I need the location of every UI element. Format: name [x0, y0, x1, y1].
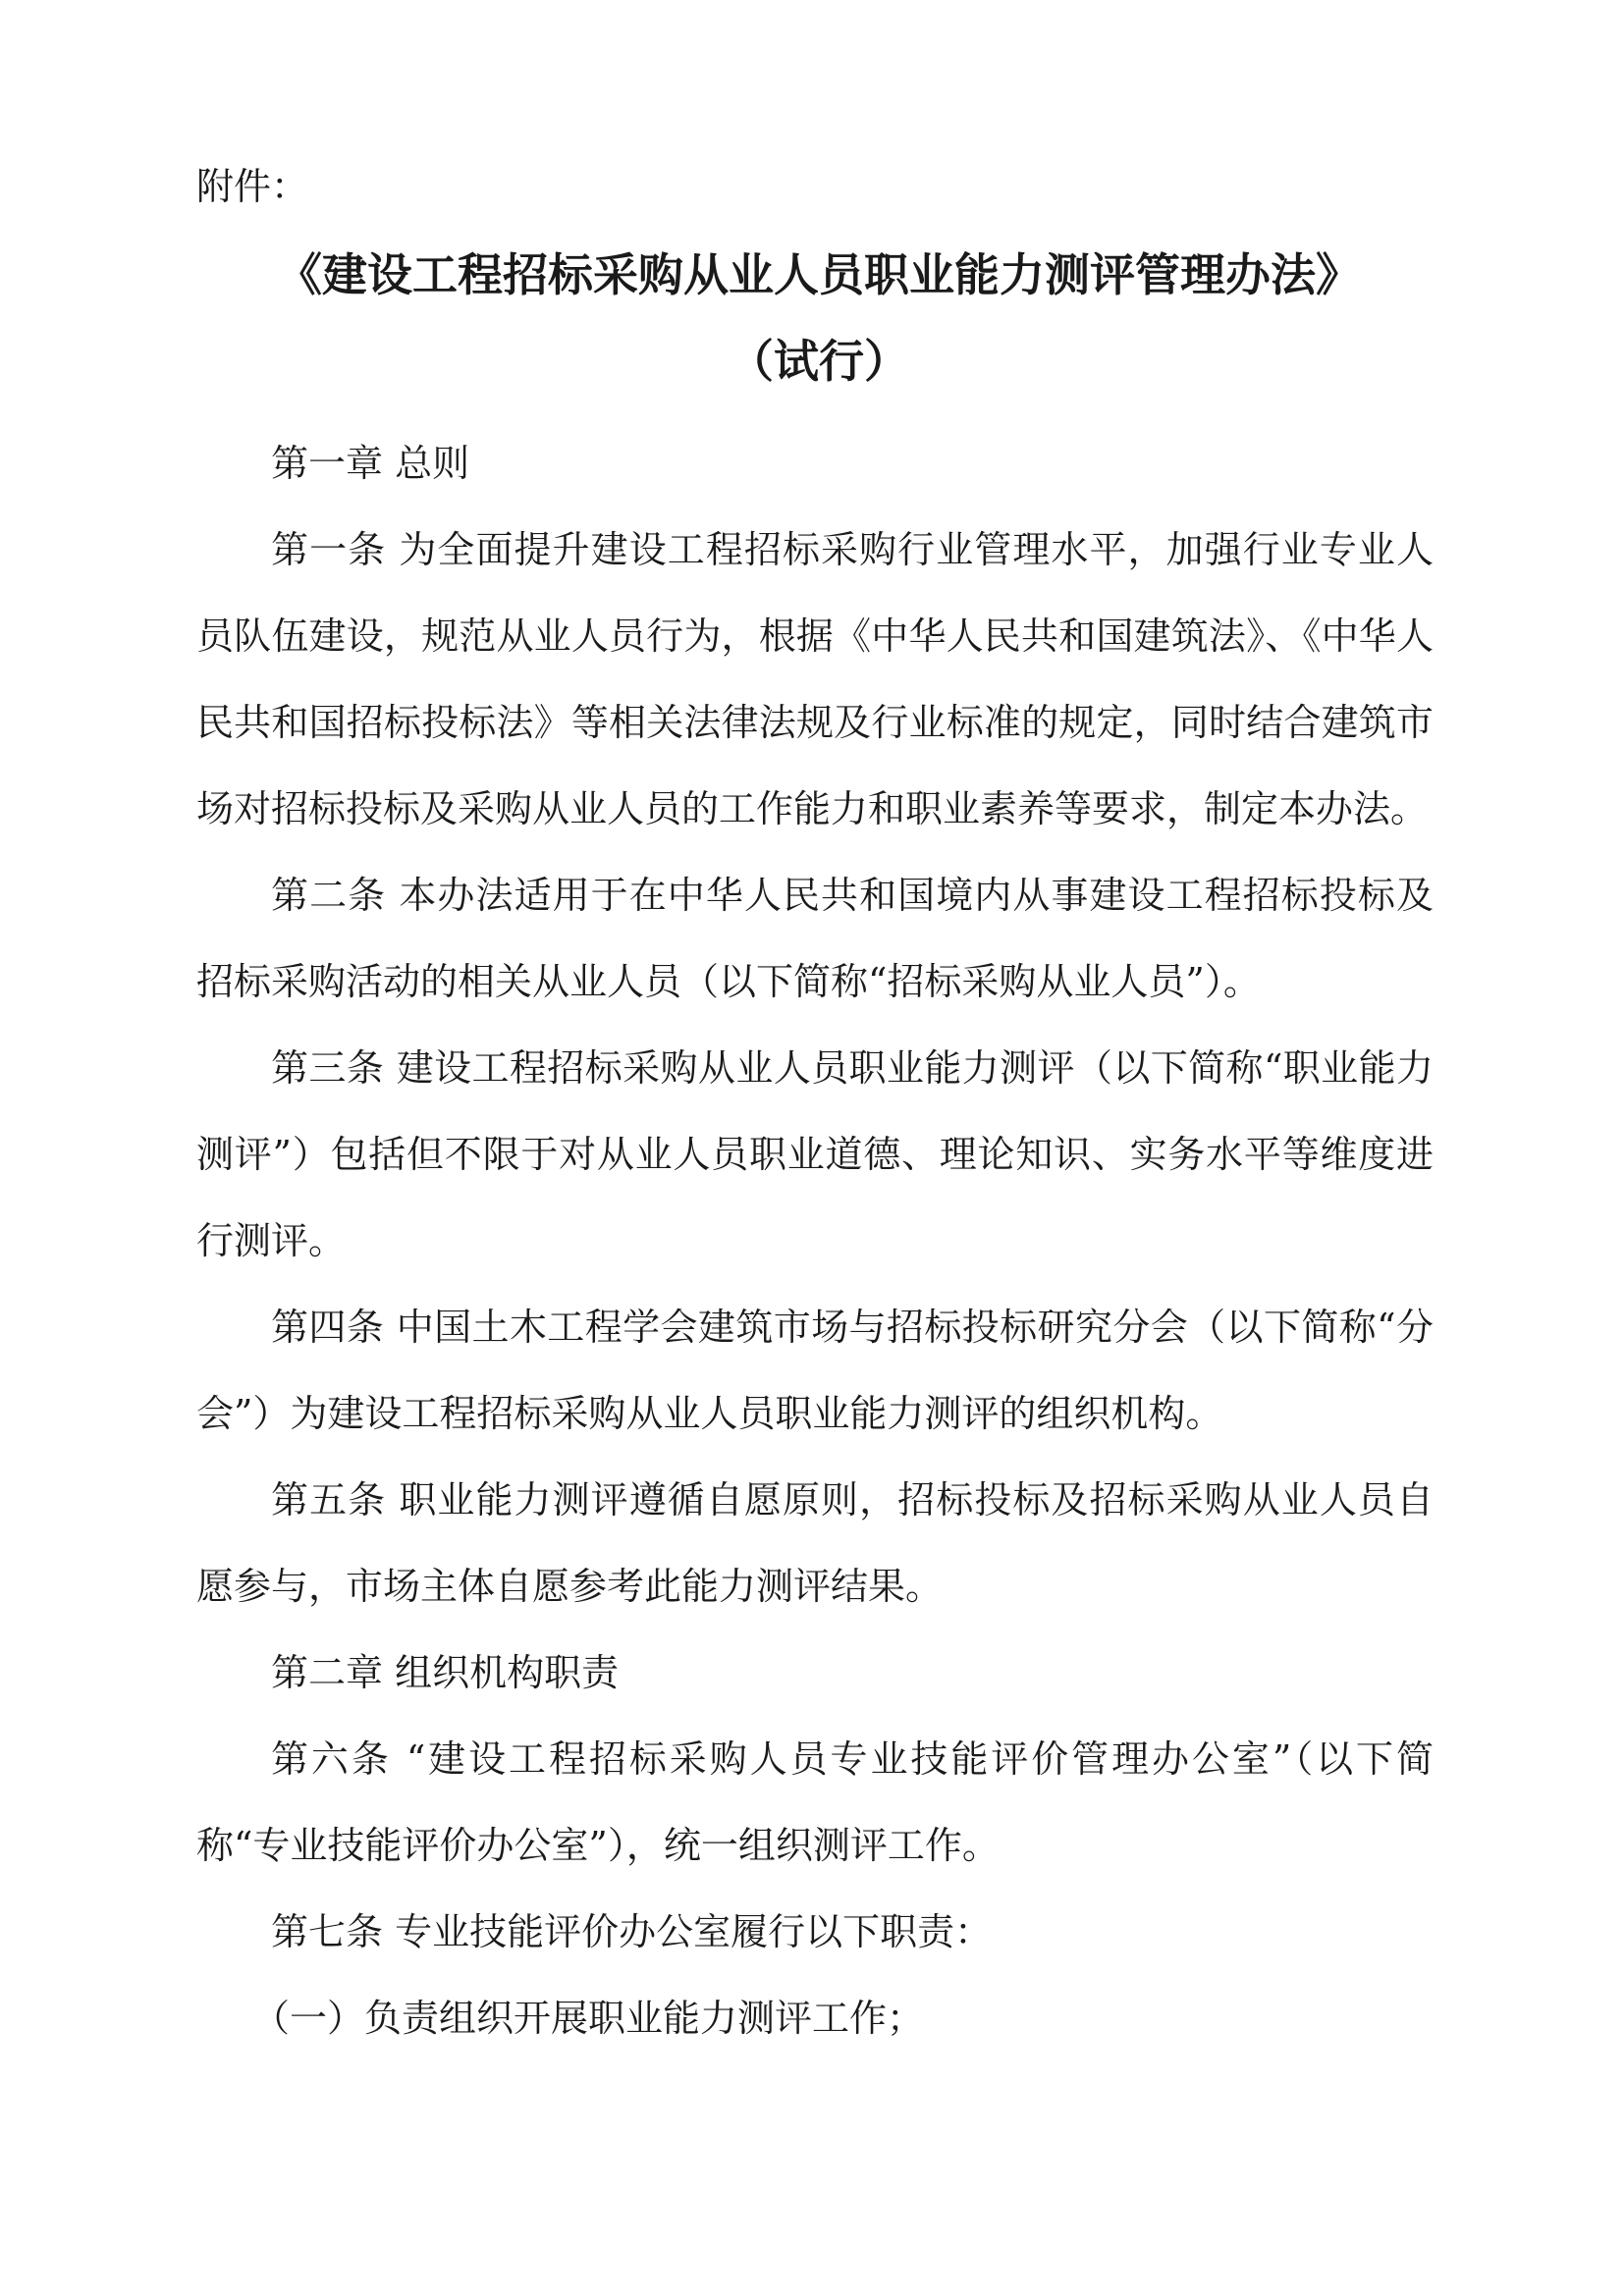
- article-6: 第六条 “建设工程招标采购人员专业技能评价管理办公室”（以下简称“专业技能评价办公室”），统一组织测评工作。: [196, 1737, 1434, 1867]
- article-2: 第二条 本办法适用于在中华人民共和国境内从事建设工程招标投标及招标采购活动的相关从业人员（以下简称“招标采购从业人员”）。: [196, 874, 1434, 1003]
- article-7: 第七条 专业技能评价办公室履行以下职责：: [271, 1910, 993, 1953]
- article-4: 第四条 中国土木工程学会建筑市场与招标投标研究分会（以下简称“分会”）为建设工程招标采购从业人员职业能力测评的组织机构。: [196, 1306, 1434, 1435]
- list-item-1: （一）负责组织开展职业能力测评工作；: [252, 1997, 925, 2040]
- document-title: 《建设工程招标采购从业人员职业能力测评管理办法》: [277, 248, 1361, 301]
- article-1: 第一条 为全面提升建设工程招标采购行业管理水平，加强行业专业人员队伍建设，规范从业人员行为，根据《中华人民共和国建筑法》、《中华人民共和国招标投标法》等相关法律法规及行业标准的规定，同时结合建筑市场对招标投标及采购从业人员的工作能力和职业素养等要求，制定本办法。: [196, 528, 1434, 830]
- chapter-heading-2: 第二章 组织机构职责: [271, 1651, 620, 1694]
- article-3: 第三条 建设工程招标采购从业人员职业能力测评（以下简称“职业能力测评”）包括但不限于对从业人员职业道德、理论知识、实务水平等维度进行测评。: [196, 1046, 1434, 1262]
- document-subtitle: （试行）: [729, 335, 909, 388]
- document-body: [196, 420, 1434, 2061]
- annex-label: 附件：: [196, 165, 309, 208]
- article-5: 第五条 职业能力测评遵循自愿原则，招标投标及招标采购从业人员自愿参与，市场主体自愿参考此能力测评结果。: [196, 1478, 1434, 1608]
- chapter-heading-1: 第一章 总则: [271, 442, 470, 485]
